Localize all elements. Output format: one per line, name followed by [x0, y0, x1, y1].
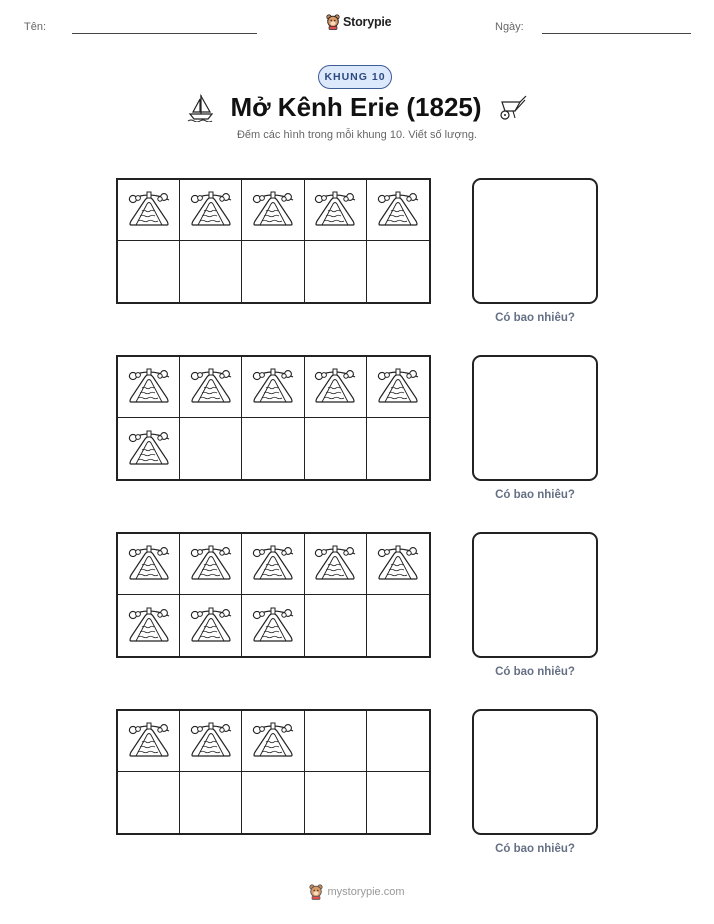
- canal-boat-icon: [251, 605, 295, 647]
- name-label: Tên:: [24, 21, 47, 33]
- frame-cell: [305, 357, 367, 418]
- frame-cell: [242, 534, 304, 595]
- frame-cell: [118, 772, 180, 833]
- title-row: [0, 87, 714, 127]
- canal-boat-icon: [127, 605, 171, 647]
- frame-cell: [180, 534, 242, 595]
- answer-box-1[interactable]: [472, 178, 598, 304]
- canal-boat-icon: [189, 605, 233, 647]
- question-label-1: Có bao nhiêu?: [495, 312, 575, 324]
- answer-box-2[interactable]: [472, 355, 598, 481]
- frame-cell: [180, 418, 242, 479]
- frame-cell: [118, 534, 180, 595]
- frame-cell: [180, 772, 242, 833]
- name-line[interactable]: [72, 33, 257, 34]
- canal-boat-icon: [189, 543, 233, 585]
- bear-icon: [326, 14, 340, 30]
- date-label: Ngày:: [495, 21, 524, 33]
- frame-cell: [305, 595, 367, 656]
- canal-boat-icon: [376, 543, 420, 585]
- canal-boat-icon: [127, 366, 171, 408]
- question-label-4: Có bao nhiêu?: [495, 843, 575, 855]
- question-label-3: Có bao nhiêu?: [495, 666, 575, 678]
- canal-boat-icon: [189, 366, 233, 408]
- frame-cell: [367, 772, 429, 833]
- canal-boat-icon: [313, 189, 357, 231]
- frame-cell: [367, 711, 429, 772]
- instructions: Đếm các hình trong mỗi khung 10. Viết số lượng.: [236, 129, 477, 141]
- brand-name: Storypie: [343, 15, 392, 29]
- canal-boat-icon: [189, 189, 233, 231]
- canal-boat-icon: [313, 543, 357, 585]
- ten-frame-4: [116, 709, 431, 835]
- frame-cell: [242, 772, 304, 833]
- frame-cell: [305, 180, 367, 241]
- frame-cell: [180, 180, 242, 241]
- canal-boat-icon: [127, 189, 171, 231]
- frame-cell: [118, 357, 180, 418]
- canal-boat-icon: [313, 366, 357, 408]
- answer-box-3[interactable]: [472, 532, 598, 658]
- frame-cell: [180, 241, 242, 302]
- footer: [0, 884, 714, 900]
- frame-cell: [367, 534, 429, 595]
- canal-boat-icon: [251, 720, 295, 762]
- frame-cell: [180, 357, 242, 418]
- canal-boat-icon: [251, 543, 295, 585]
- frame-cell: [242, 711, 304, 772]
- canal-boat-icon: [376, 189, 420, 231]
- frame-cell: [305, 241, 367, 302]
- frame-cell: [305, 772, 367, 833]
- frame-cell: [242, 241, 304, 302]
- ten-frame-1: [116, 178, 431, 304]
- frame-cell: [180, 595, 242, 656]
- answer-box-4[interactable]: [472, 709, 598, 835]
- canal-boat-icon: [251, 189, 295, 231]
- date-line[interactable]: [542, 33, 691, 34]
- storypie-logo: [326, 14, 391, 30]
- canal-boat-icon: [127, 720, 171, 762]
- canal-boat-icon: [127, 543, 171, 585]
- ten-frame-3: [116, 532, 431, 658]
- footer-url[interactable]: mystorypie.com: [327, 886, 405, 898]
- frame-cell: [242, 418, 304, 479]
- frame-cell: [180, 711, 242, 772]
- frame-cell: [305, 418, 367, 479]
- frame-cell: [305, 711, 367, 772]
- ten-frame-badge: KHUNG 10: [318, 65, 392, 89]
- canal-boat-icon: [251, 366, 295, 408]
- frame-cell: [118, 180, 180, 241]
- canal-boat-icon: [127, 428, 171, 470]
- bear-icon: [309, 884, 323, 900]
- ten-frame-2: [116, 355, 431, 481]
- frame-cell: [242, 595, 304, 656]
- frame-cell: [367, 418, 429, 479]
- frame-cell: [242, 357, 304, 418]
- frame-cell: [367, 595, 429, 656]
- frame-cell: [242, 180, 304, 241]
- frame-cell: [118, 595, 180, 656]
- frame-cell: [305, 534, 367, 595]
- frame-cell: [367, 241, 429, 302]
- wheelbarrow-icon: [496, 93, 528, 121]
- page-title: Mở Kênh Erie (1825): [230, 91, 482, 122]
- canal-boat-icon: [189, 720, 233, 762]
- frame-cell: [367, 180, 429, 241]
- canal-boat-icon: [376, 366, 420, 408]
- sailboat-icon: [186, 92, 216, 122]
- frame-cell: [118, 241, 180, 302]
- frame-cell: [118, 418, 180, 479]
- frame-cell: [367, 357, 429, 418]
- frame-cell: [118, 711, 180, 772]
- question-label-2: Có bao nhiêu?: [495, 489, 575, 501]
